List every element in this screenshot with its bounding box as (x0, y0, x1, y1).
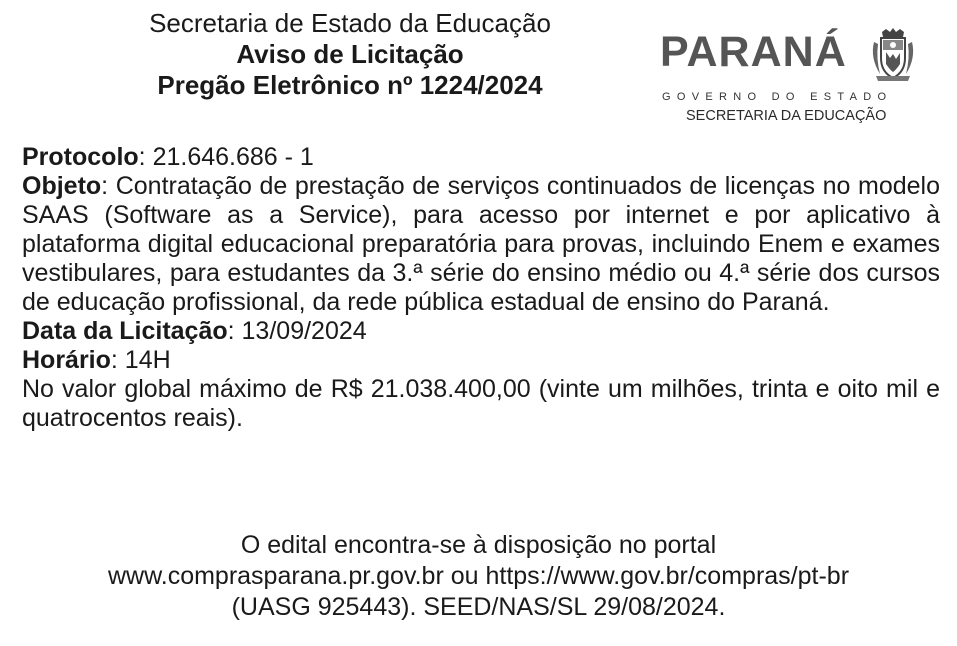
data-value: : 13/09/2024 (227, 317, 367, 345)
protocolo-label: Protocolo (22, 143, 139, 171)
horario-value: : 14H (110, 346, 171, 374)
portal-links: www.comprasparana.pr.gov.br ou https://www.gov.br/compras/pt-br (107, 562, 850, 590)
logo-secretariat: SECRETARIA DA EDUCAÇÃO (686, 108, 887, 124)
data-line (22, 317, 940, 346)
valor-paragraph: No valor global máximo de R$ 21.038.400,00 (vinte um milhões, trinta e oito mil e quatrocentos reais). (22, 375, 940, 432)
data-label: Data da Licitação (22, 317, 228, 345)
notice-body (22, 143, 940, 433)
footer-reference: (UASG 925443). SEED/NAS/SL 29/08/2024. (231, 593, 726, 621)
notice-footer (20, 530, 937, 623)
notice-title: Aviso de Licitação (236, 39, 464, 69)
auction-number: Pregão Eletrônico nº 1224/2024 (157, 70, 543, 100)
objeto-label: Objeto (22, 172, 102, 200)
protocolo-line (22, 143, 940, 172)
objeto-value: : Contratação de prestação de serviços continuados de licenças no modelo SAAS (Software as a Service), para acesso por internet e por aplicativo à plataforma digital educacional preparatória para provas, incluindo Enem e exames vestibulares, para estudantes da 3.ª série do ensino médio ou 4.ª série dos cursos de educação profissional, da rede pública estadual de ensino do Paraná. (22, 172, 940, 316)
logo-wordmark: PARANÁ (660, 28, 847, 76)
horario-label: Horário (22, 346, 111, 374)
logo-government: GOVERNO DO ESTADO (662, 91, 893, 103)
objeto-paragraph (22, 172, 940, 317)
parana-logo (660, 28, 920, 128)
protocolo-value: : 21.646.686 - 1 (138, 143, 314, 171)
parana-coat-of-arms-icon (868, 28, 918, 82)
horario-line (22, 346, 940, 375)
footer-line-1: O edital encontra-se à disposição no portal (240, 531, 717, 559)
notice-header (100, 8, 600, 101)
secretariat-title: Secretaria de Estado da Educação (149, 8, 551, 38)
